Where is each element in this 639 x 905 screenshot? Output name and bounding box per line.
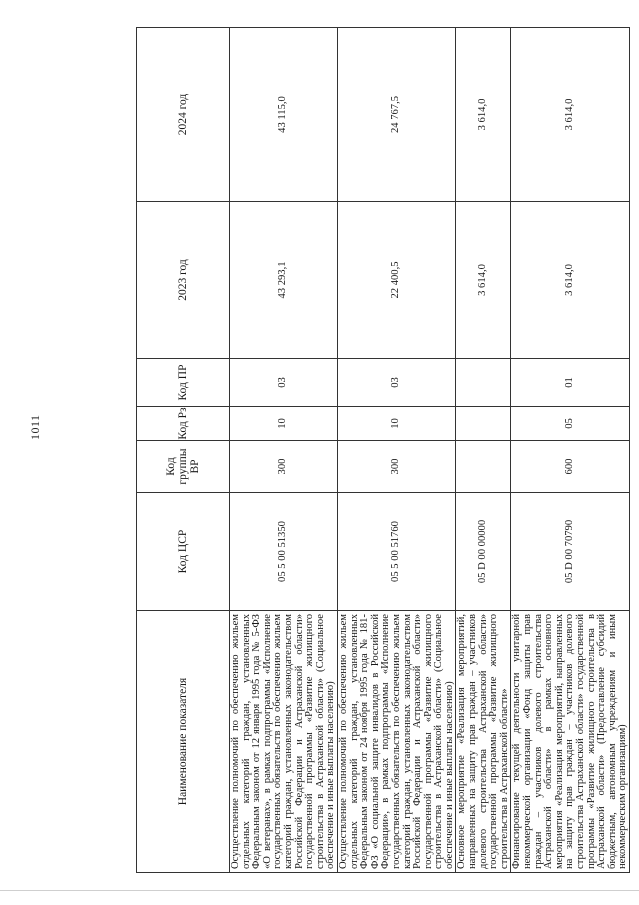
table-header-row [137,28,230,873]
row-2024: 24 767,5 [337,28,456,202]
scan-edge-line [0,890,639,891]
row-2024: 43 115,0 [230,28,338,202]
row-name: Основное мероприятие «Реализация мероприятий, направленных на защиту прав граждан – участников долевого строительства Астраханской области» государственной программы «Развитие жилищного строительства в Астраханской области» [456,611,511,873]
row-csr: 05 5 00 51350 [230,493,338,611]
budget-table [136,27,630,873]
row-csr: 05 5 00 51760 [337,493,456,611]
row-name: Осуществление полномочий по обеспечению жильем отдельных категорий граждан, установленных Федеральным законом от 24 ноября 1995 года № 181-ФЗ «О социальной защите инвалидов в Российской Федерации», в рамках подпрограммы «Исполнение государственных обязательств по обеспечению жильем категорий граждан, установленных законодательством Российской Федерации и Астраханской области» государственной программы «Развитие жилищного строительства в Астраханской области» (Социальное обеспечение и иные выплаты населению) [337,611,456,873]
header-2023: 2023 год [137,202,230,359]
row-2023: 3 614,0 [456,202,511,359]
table-row [230,28,338,873]
row-csr: 05 D 00 70790 [511,493,630,611]
table-row [456,28,511,873]
header-vr: Код группы ВР [137,441,230,493]
row-rz [456,407,511,441]
row-2024: 3 614,0 [456,28,511,202]
rotated-page [136,28,629,873]
row-2023: 3 614,0 [511,202,630,359]
page-number: 1011 [28,414,42,440]
row-vr: 300 [337,441,456,493]
row-pr: 03 [230,359,338,407]
table-row [337,28,456,873]
row-pr [456,359,511,407]
row-pr: 01 [511,359,630,407]
header-name: Наименование показателя [137,611,230,873]
row-name: Финансирование текущей деятельности унитарной некоммерческой организации «Фонд защиты прав граждан – участников долевого строительства Астраханской области» в рамках основного мероприятия «Реализация мероприятий, направленных на защиту прав граждан – участников долевого строительства Астраханской области» государственной программы «Развитие жилищного строительства в Астраханской области» (Предоставление субсидий бюджетным, автономным учреждениям и иным некоммерческим организациям) [511,611,630,873]
row-2023: 22 400,5 [337,202,456,359]
row-vr [456,441,511,493]
row-csr: 05 D 00 00000 [456,493,511,611]
row-rz: 05 [511,407,630,441]
table-row [511,28,630,873]
row-2024: 3 614,0 [511,28,630,202]
header-csr: Код ЦСР [137,493,230,611]
header-2024: 2024 год [137,28,230,202]
row-vr: 600 [511,441,630,493]
row-name: Осуществление полномочий по обеспечению жильем отдельных категорий граждан, установленных Федеральным законом от 12 января 1995 года № 5-ФЗ «О ветеранах», в рамках подпрограммы «Исполнение государственных обязательств по обеспечению жильем категорий граждан, установленных законодательством Российской Федерации и Астраханской области» государственной программы «Развитие жилищного строительства в Астраханской области» (Социальное обеспечение и иные выплаты населению) [230,611,338,873]
header-pr: Код ПР [137,359,230,407]
row-2023: 43 293,1 [230,202,338,359]
row-pr: 03 [337,359,456,407]
row-rz: 10 [230,407,338,441]
row-vr: 300 [230,441,338,493]
header-rz: Код Рз [137,407,230,441]
row-rz: 10 [337,407,456,441]
